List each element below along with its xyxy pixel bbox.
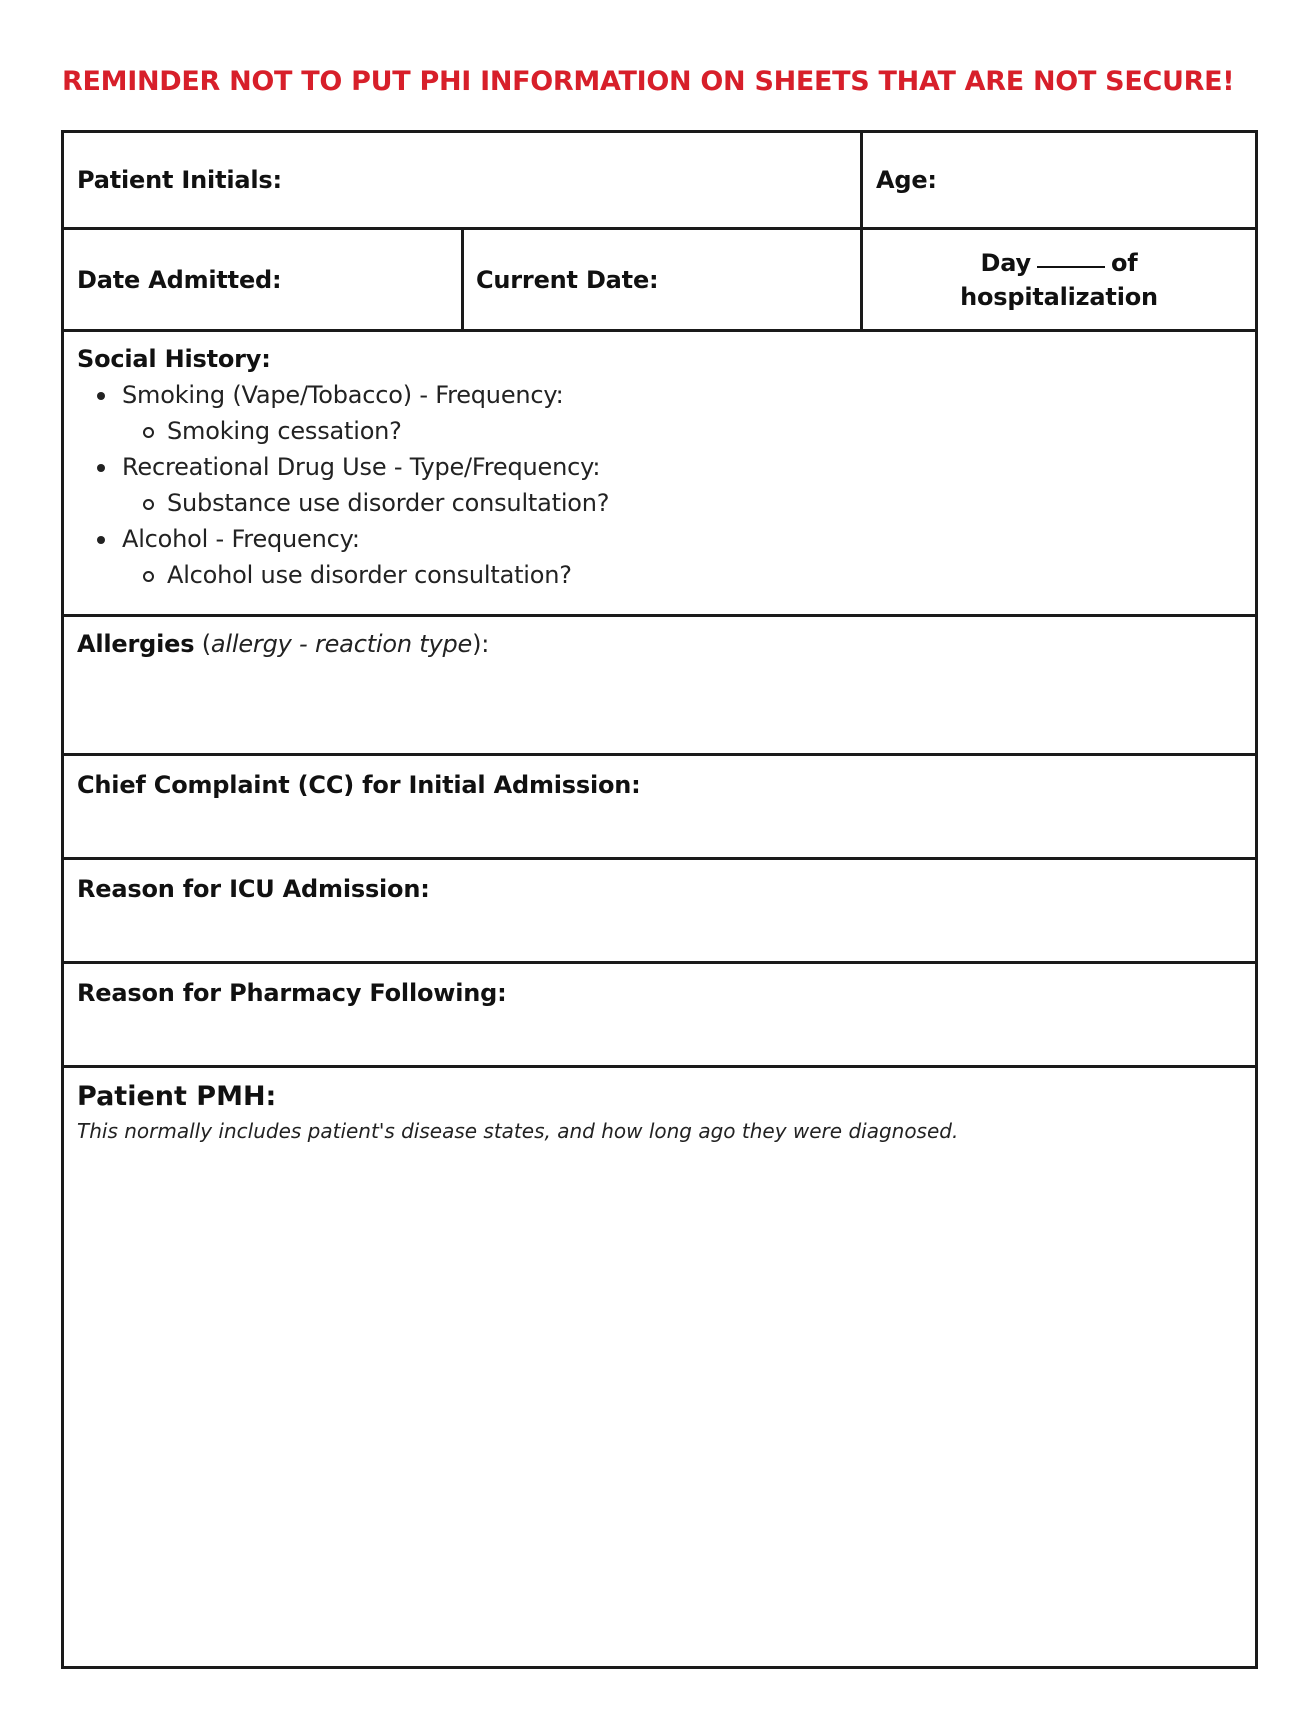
age-label: Age:: [876, 166, 937, 194]
pmh-note: This normally includes patient's disease states, and how long ago they were diagnosed.: [77, 1119, 959, 1143]
current-date-label: Current Date:: [476, 265, 659, 294]
phi-warning-banner: REMINDER NOT TO PUT PHI INFORMATION ON SHEETS THAT ARE NOT SECURE!: [62, 66, 1235, 97]
allergies-heading: [77, 626, 1237, 662]
list-item: Substance use disorder consultation?: [77, 485, 1237, 521]
hospital-day-field[interactable]: [863, 230, 1255, 329]
social-history-section[interactable]: [77, 341, 1237, 611]
list-item: Smoking (Vape/Tobacco) - Frequency:: [77, 377, 1237, 413]
divider: [461, 227, 464, 332]
allergies-close: ):: [472, 630, 490, 658]
allergies-open: (: [194, 630, 211, 658]
divider: [64, 329, 1255, 332]
allergy-term: allergy: [210, 630, 292, 658]
list-item: Recreational Drug Use - Type/Frequency:: [77, 449, 1237, 485]
social-history-title: Social History:: [77, 345, 271, 373]
list-item: Smoking cessation?: [77, 413, 1237, 449]
patient-initials-field[interactable]: [77, 133, 857, 227]
date-admitted-field[interactable]: [77, 230, 457, 329]
divider: [64, 961, 1255, 964]
chief-complaint-section[interactable]: [77, 767, 1237, 855]
age-field[interactable]: [876, 133, 1246, 227]
current-date-field[interactable]: [476, 230, 856, 329]
day-prefix: Day: [980, 248, 1031, 277]
social-history-list: [77, 377, 1237, 593]
divider: [64, 614, 1255, 617]
divider: [64, 1065, 1255, 1068]
divider: [64, 753, 1255, 756]
hospital-day-line1: [981, 246, 1138, 280]
day-suffix: of: [1110, 248, 1138, 277]
pharmacy-reason-section[interactable]: [77, 975, 1237, 1063]
hospital-day-line2: hospitalization: [960, 282, 1158, 311]
list-item: Alcohol use disorder consultation?: [77, 557, 1237, 593]
list-item: Alcohol - Frequency:: [77, 521, 1237, 557]
allergy-dash: -: [291, 630, 315, 658]
patient-worksheet: [61, 130, 1258, 1669]
icu-reason-section[interactable]: [77, 871, 1237, 959]
pmh-title: Patient PMH:: [77, 1081, 277, 1112]
day-blank[interactable]: [1037, 266, 1105, 268]
chief-complaint-label: Chief Complaint (CC) for Initial Admission:: [77, 771, 641, 799]
pharmacy-reason-label: Reason for Pharmacy Following:: [77, 979, 507, 1007]
pmh-section[interactable]: [77, 1077, 1237, 1657]
allergies-label: Allergies: [77, 630, 195, 658]
allergies-section[interactable]: [77, 626, 1237, 750]
date-admitted-label: Date Admitted:: [77, 265, 282, 294]
icu-reason-label: Reason for ICU Admission:: [77, 875, 430, 903]
divider: [64, 857, 1255, 860]
patient-initials-label: Patient Initials:: [77, 166, 282, 194]
reaction-term: reaction type: [314, 630, 473, 658]
